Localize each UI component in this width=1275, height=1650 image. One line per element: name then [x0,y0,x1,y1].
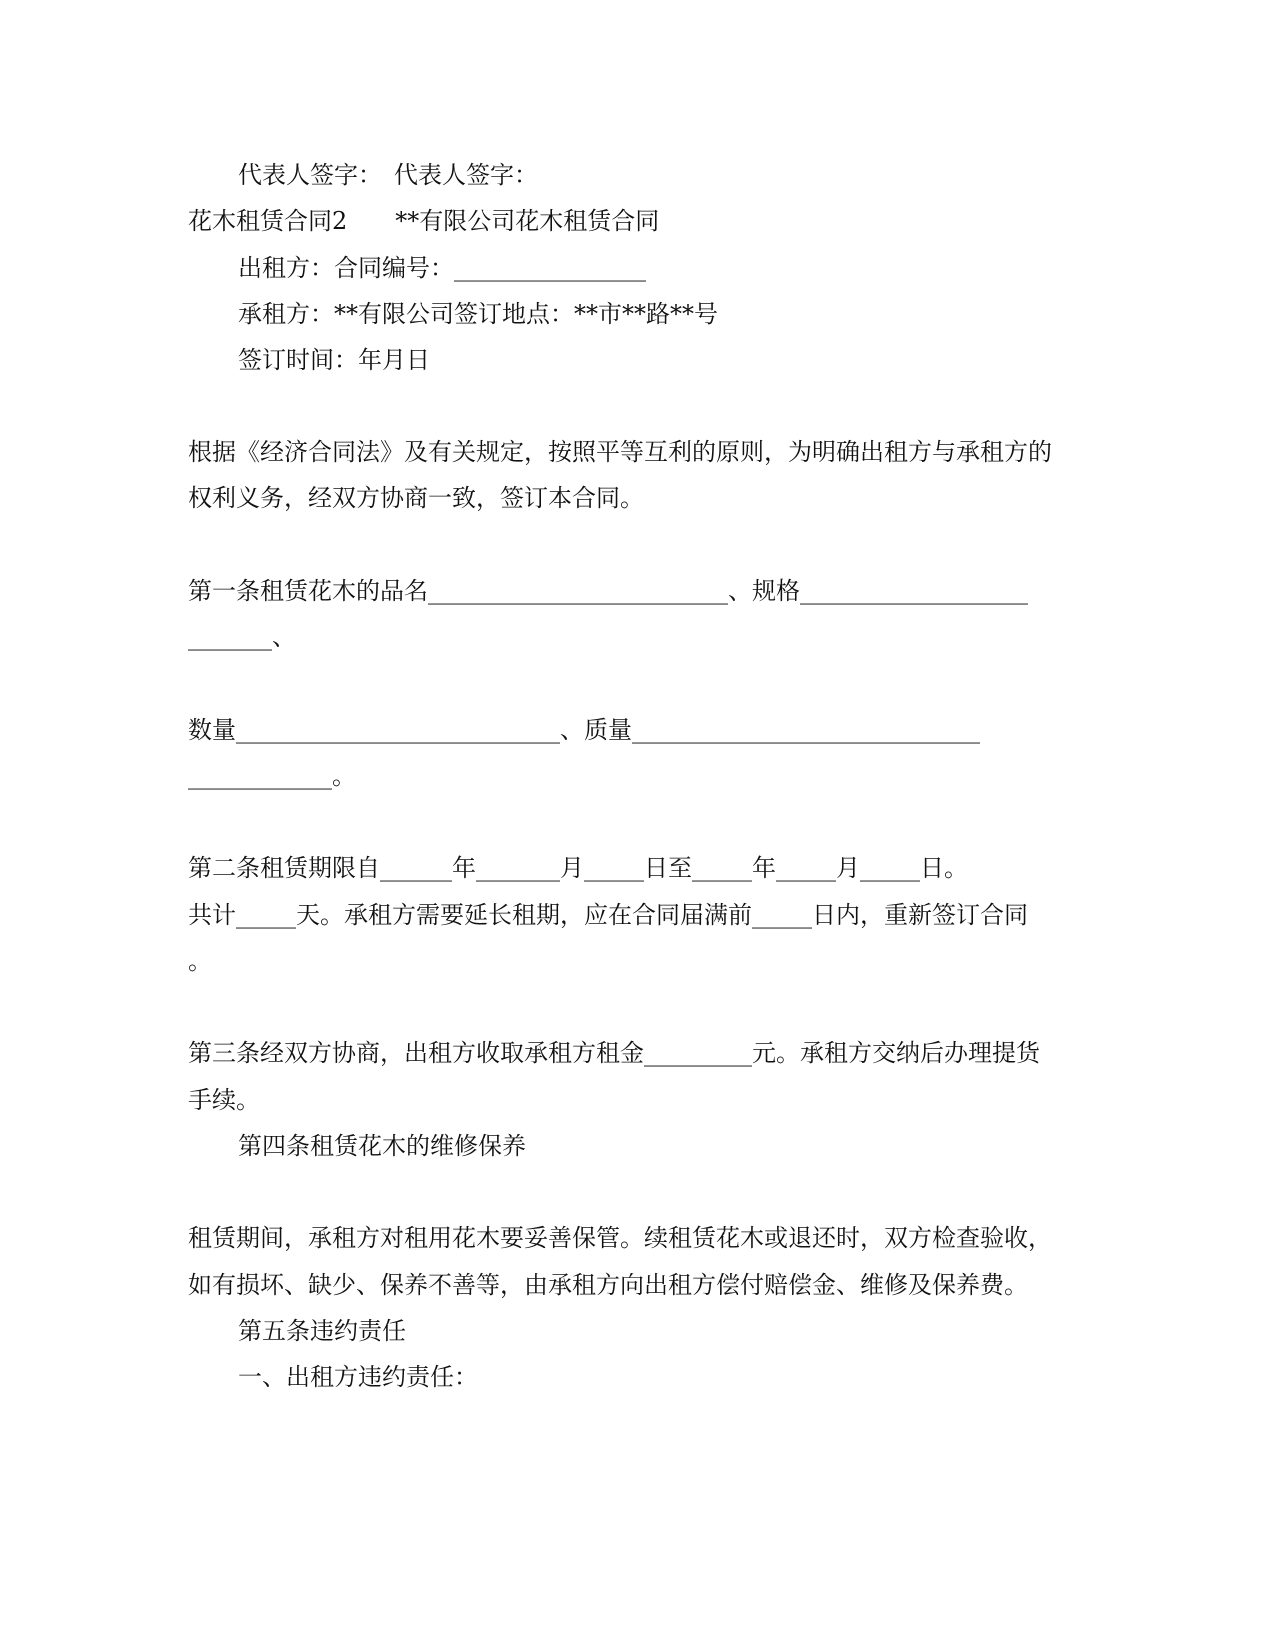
article-3-line-2: 手续。 [188,1086,260,1114]
article-4-line-1: 租赁期间，承租方对租用花木要妥善保管。续租赁花木或退还时，双方检查验收， [188,1224,1052,1252]
preamble-line-2: 权利义务，经双方协商一致，签订本合同。 [188,484,644,512]
signing-date-line: 签订时间：年月日 [238,346,430,374]
quantity-quality-line-1: 数量___________________________、质量_____________________________ [188,716,980,744]
article-1-line-1: 第一条租赁花木的品名_________________________、规格___________________ [188,577,1028,605]
lessee-line: 承租方：**有限公司签订地点：**市**路**号 [238,300,718,328]
signature-line: 代表人签字： 代表人签字： [238,161,538,189]
article-2-line-1: 第二条租赁期限自______年_______月_____日至_____年_____月_____日。 [188,854,968,882]
article-2-line-2: 共计_____天。承租方需要延长租期，应在合同届满前_____日内，重新签订合同 [188,901,1028,929]
article-5-heading: 第五条违约责任 [238,1317,406,1345]
lessor-breach-heading: 一、出租方违约责任： [238,1363,478,1391]
article-2-line-3: 。 [188,947,212,975]
article-4-heading: 第四条租赁花木的维修保养 [238,1132,526,1160]
quantity-quality-line-2: ____________。 [188,762,356,790]
article-4-line-2: 如有损坏、缺少、保养不善等，由承租方向出租方偿付赔偿金、维修及保养费。 [188,1271,1028,1299]
preamble-line-1: 根据《经济合同法》及有关规定，按照平等互利的原则，为明确出租方与承租方的 [188,438,1052,466]
article-3-line-1: 第三条经双方协商，出租方收取承租方租金_________元。承租方交纳后办理提货 [188,1039,1040,1067]
contract-title-line: 花木租赁合同2 **有限公司花木租赁合同 [188,207,660,235]
lessor-line: 出租方：合同编号：________________ [238,254,646,282]
article-1-line-2: _______、 [188,623,296,651]
